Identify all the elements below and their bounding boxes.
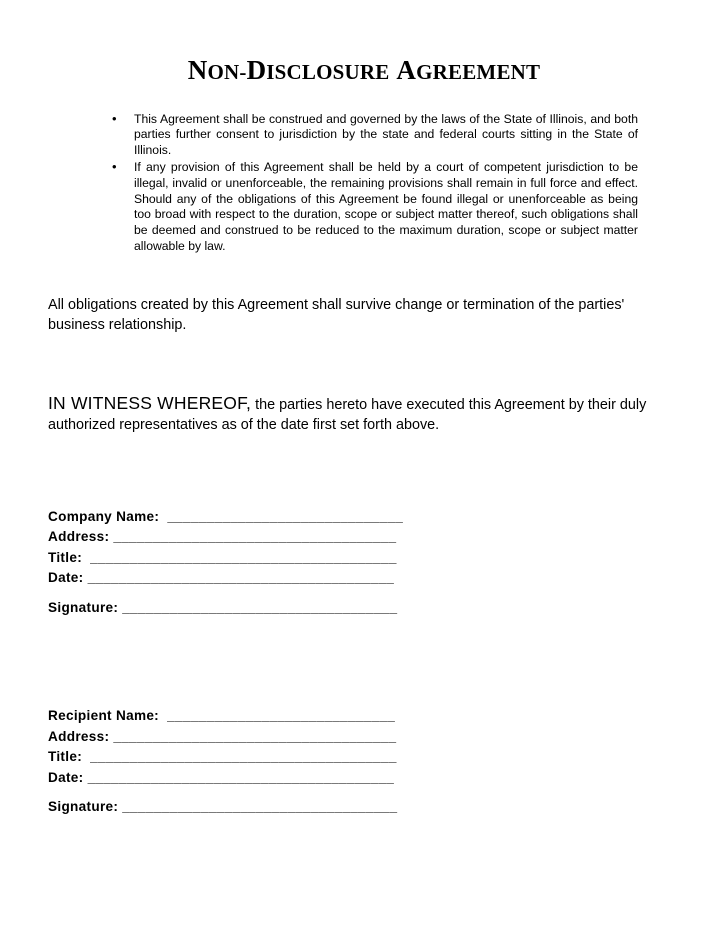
witness-lead-text: IN WITNESS WHEREOF, — [48, 392, 252, 413]
witness-rest-text: the parties hereto have executed this Agreement by their duly authorized representatives as of the date first set forth above. — [48, 396, 647, 433]
title-letter-n: N — [187, 55, 208, 85]
company-signature-block — [48, 507, 680, 619]
company-title-field[interactable]: Title: _______________________________________ — [48, 549, 397, 565]
title-letter-d: D — [246, 55, 267, 85]
survival-paragraph: All obligations created by this Agreement shall survive change or termination of the parties' business relationship. — [48, 296, 625, 333]
title-text-greement: GREEMENT — [416, 60, 541, 84]
list-item: • This Agreement shall be construed and governed by the laws of the State of Illinois, and both parties further consent to jurisdiction by the state and federal courts sitting in the State of Illinois. — [106, 112, 638, 159]
company-signature-field[interactable]: Signature: ___________________________________ — [48, 599, 398, 615]
company-name-field[interactable]: Company Name: ______________________________ — [48, 508, 404, 524]
governing-law-bullet-list — [48, 112, 680, 255]
witness-paragraph — [48, 393, 680, 435]
title-letter-a: A — [396, 55, 417, 85]
page-title — [48, 56, 680, 86]
recipient-address-field[interactable]: Address: ____________________________________ — [48, 728, 397, 744]
recipient-signature-block — [48, 706, 680, 818]
recipient-title-field[interactable]: Title: _______________________________________ — [48, 749, 397, 765]
list-item: • If any provision of this Agreement shall be held by a court of competent jurisdiction to be illegal, invalid or unenforceable, the remaining provisions shall remain in full force and effect. Should any of the obligations of this Agreement be found illegal or unenforceable as being too broad with respect to the duration, scope or subject matter thereof, such obligations shall be deemed and construed to be reduced to the maximum duration, scope or subject matter allowable by law. — [106, 160, 638, 255]
company-date-field[interactable]: Date: _______________________________________ — [48, 570, 395, 586]
spacer — [48, 589, 680, 598]
spacer — [48, 788, 680, 797]
recipient-date-field[interactable]: Date: _______________________________________ — [48, 769, 395, 785]
company-address-field[interactable]: Address: ____________________________________ — [48, 529, 397, 545]
recipient-name-field[interactable]: Recipient Name: _____________________________ — [48, 708, 396, 724]
title-text-on: ON- — [207, 60, 247, 84]
title-text-isclosure: ISCLOSURE — [266, 60, 390, 84]
recipient-signature-field[interactable]: Signature: ___________________________________ — [48, 799, 398, 815]
